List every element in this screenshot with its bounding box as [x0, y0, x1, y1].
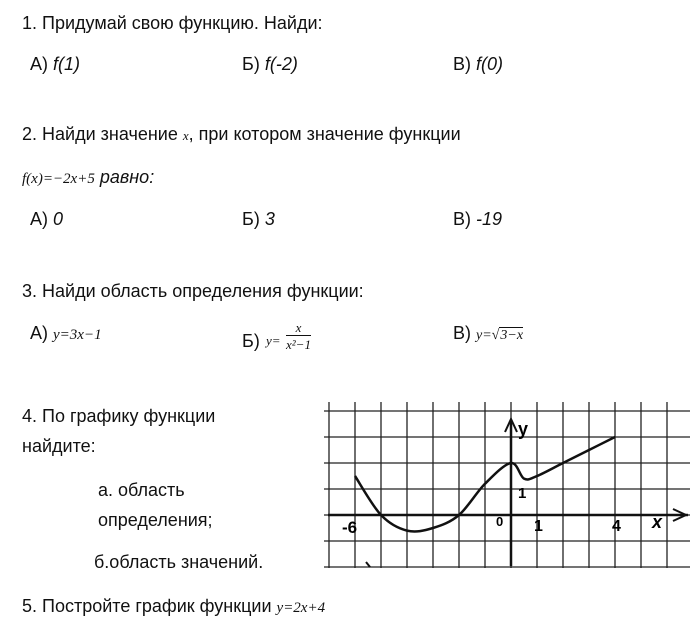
- q2-heading: [22, 123, 461, 147]
- q2-function-line: [22, 166, 154, 190]
- x-axis-label: x: [652, 512, 663, 532]
- q4-heading-line2: найдите:: [22, 436, 96, 456]
- q2-heading-prefix: 2. Найди значение: [22, 124, 178, 144]
- q3-a-expr: y=3x−1: [53, 327, 102, 343]
- tick-label-x1: 1: [534, 518, 543, 535]
- q5-expr: y=2x+4: [276, 600, 326, 616]
- q2-c-label: В): [453, 209, 471, 229]
- q2-var: x: [182, 128, 189, 143]
- q4-item-a-line1: а. область: [98, 480, 185, 500]
- q3-option-b-label: Б): [242, 331, 260, 351]
- q4-heading-line1: 4. По графику функции: [22, 406, 216, 426]
- q2-b-label: Б): [242, 209, 260, 229]
- q5-heading-line: [22, 595, 325, 619]
- q1-c-expr: f(0): [476, 54, 504, 74]
- q4-item-a-line2: определения;: [98, 510, 213, 530]
- tick-label-origin: 0: [496, 514, 504, 529]
- function-graph: [322, 398, 692, 570]
- q2-equals-text: равно:: [99, 167, 155, 187]
- q3-option-a: [30, 322, 102, 346]
- q3-b-denominator: x²−1: [286, 337, 311, 352]
- y-axis-label: y: [518, 419, 529, 439]
- stray-mark: [366, 562, 370, 567]
- q2-option-c: [453, 208, 502, 230]
- q3-b-lhs: y=: [266, 333, 281, 348]
- q3-heading: 3. Найди область определения функции:: [22, 281, 364, 301]
- q2-b-value: 3: [264, 209, 275, 229]
- q2-option-b: [242, 208, 275, 230]
- q3-b-fraction: [286, 320, 311, 352]
- q3-c-lhs: y=√: [476, 328, 500, 343]
- q1-option-c: [453, 53, 503, 75]
- q1-heading: 1. Придумай свою функцию. Найди:: [22, 13, 323, 33]
- tick-label-neg6: -6: [342, 518, 358, 537]
- q1-a-expr: f(1): [53, 54, 81, 74]
- q3-option-c: [453, 322, 523, 347]
- q2-option-a: [30, 208, 63, 230]
- q2-a-value: 0: [53, 209, 64, 229]
- q2-c-value: -19: [476, 209, 503, 229]
- q3-c-radicand: 3−x: [500, 328, 524, 343]
- q1-b-label: Б): [242, 54, 260, 74]
- q3-c-label: В): [453, 323, 471, 343]
- q2-function: f(x)=−2x+5: [22, 171, 95, 187]
- q3-b-numerator: x: [286, 320, 311, 336]
- q5-heading: 5. Постройте график функции: [22, 596, 272, 616]
- q1-a-label: А): [30, 54, 48, 74]
- q3-a-label: А): [30, 323, 48, 343]
- tick-label-y1: 1: [518, 485, 527, 502]
- q4-item-b: б.область значений.: [94, 552, 264, 572]
- q2-heading-suffix: , при котором значение функции: [188, 124, 461, 144]
- q1-c-label: В): [453, 54, 471, 74]
- q1-option-a: [30, 53, 80, 75]
- q1-b-expr: f(-2): [264, 54, 298, 74]
- q1-option-b: [242, 53, 298, 75]
- tick-label-x4: 4: [612, 518, 621, 535]
- q2-a-label: А): [30, 209, 48, 229]
